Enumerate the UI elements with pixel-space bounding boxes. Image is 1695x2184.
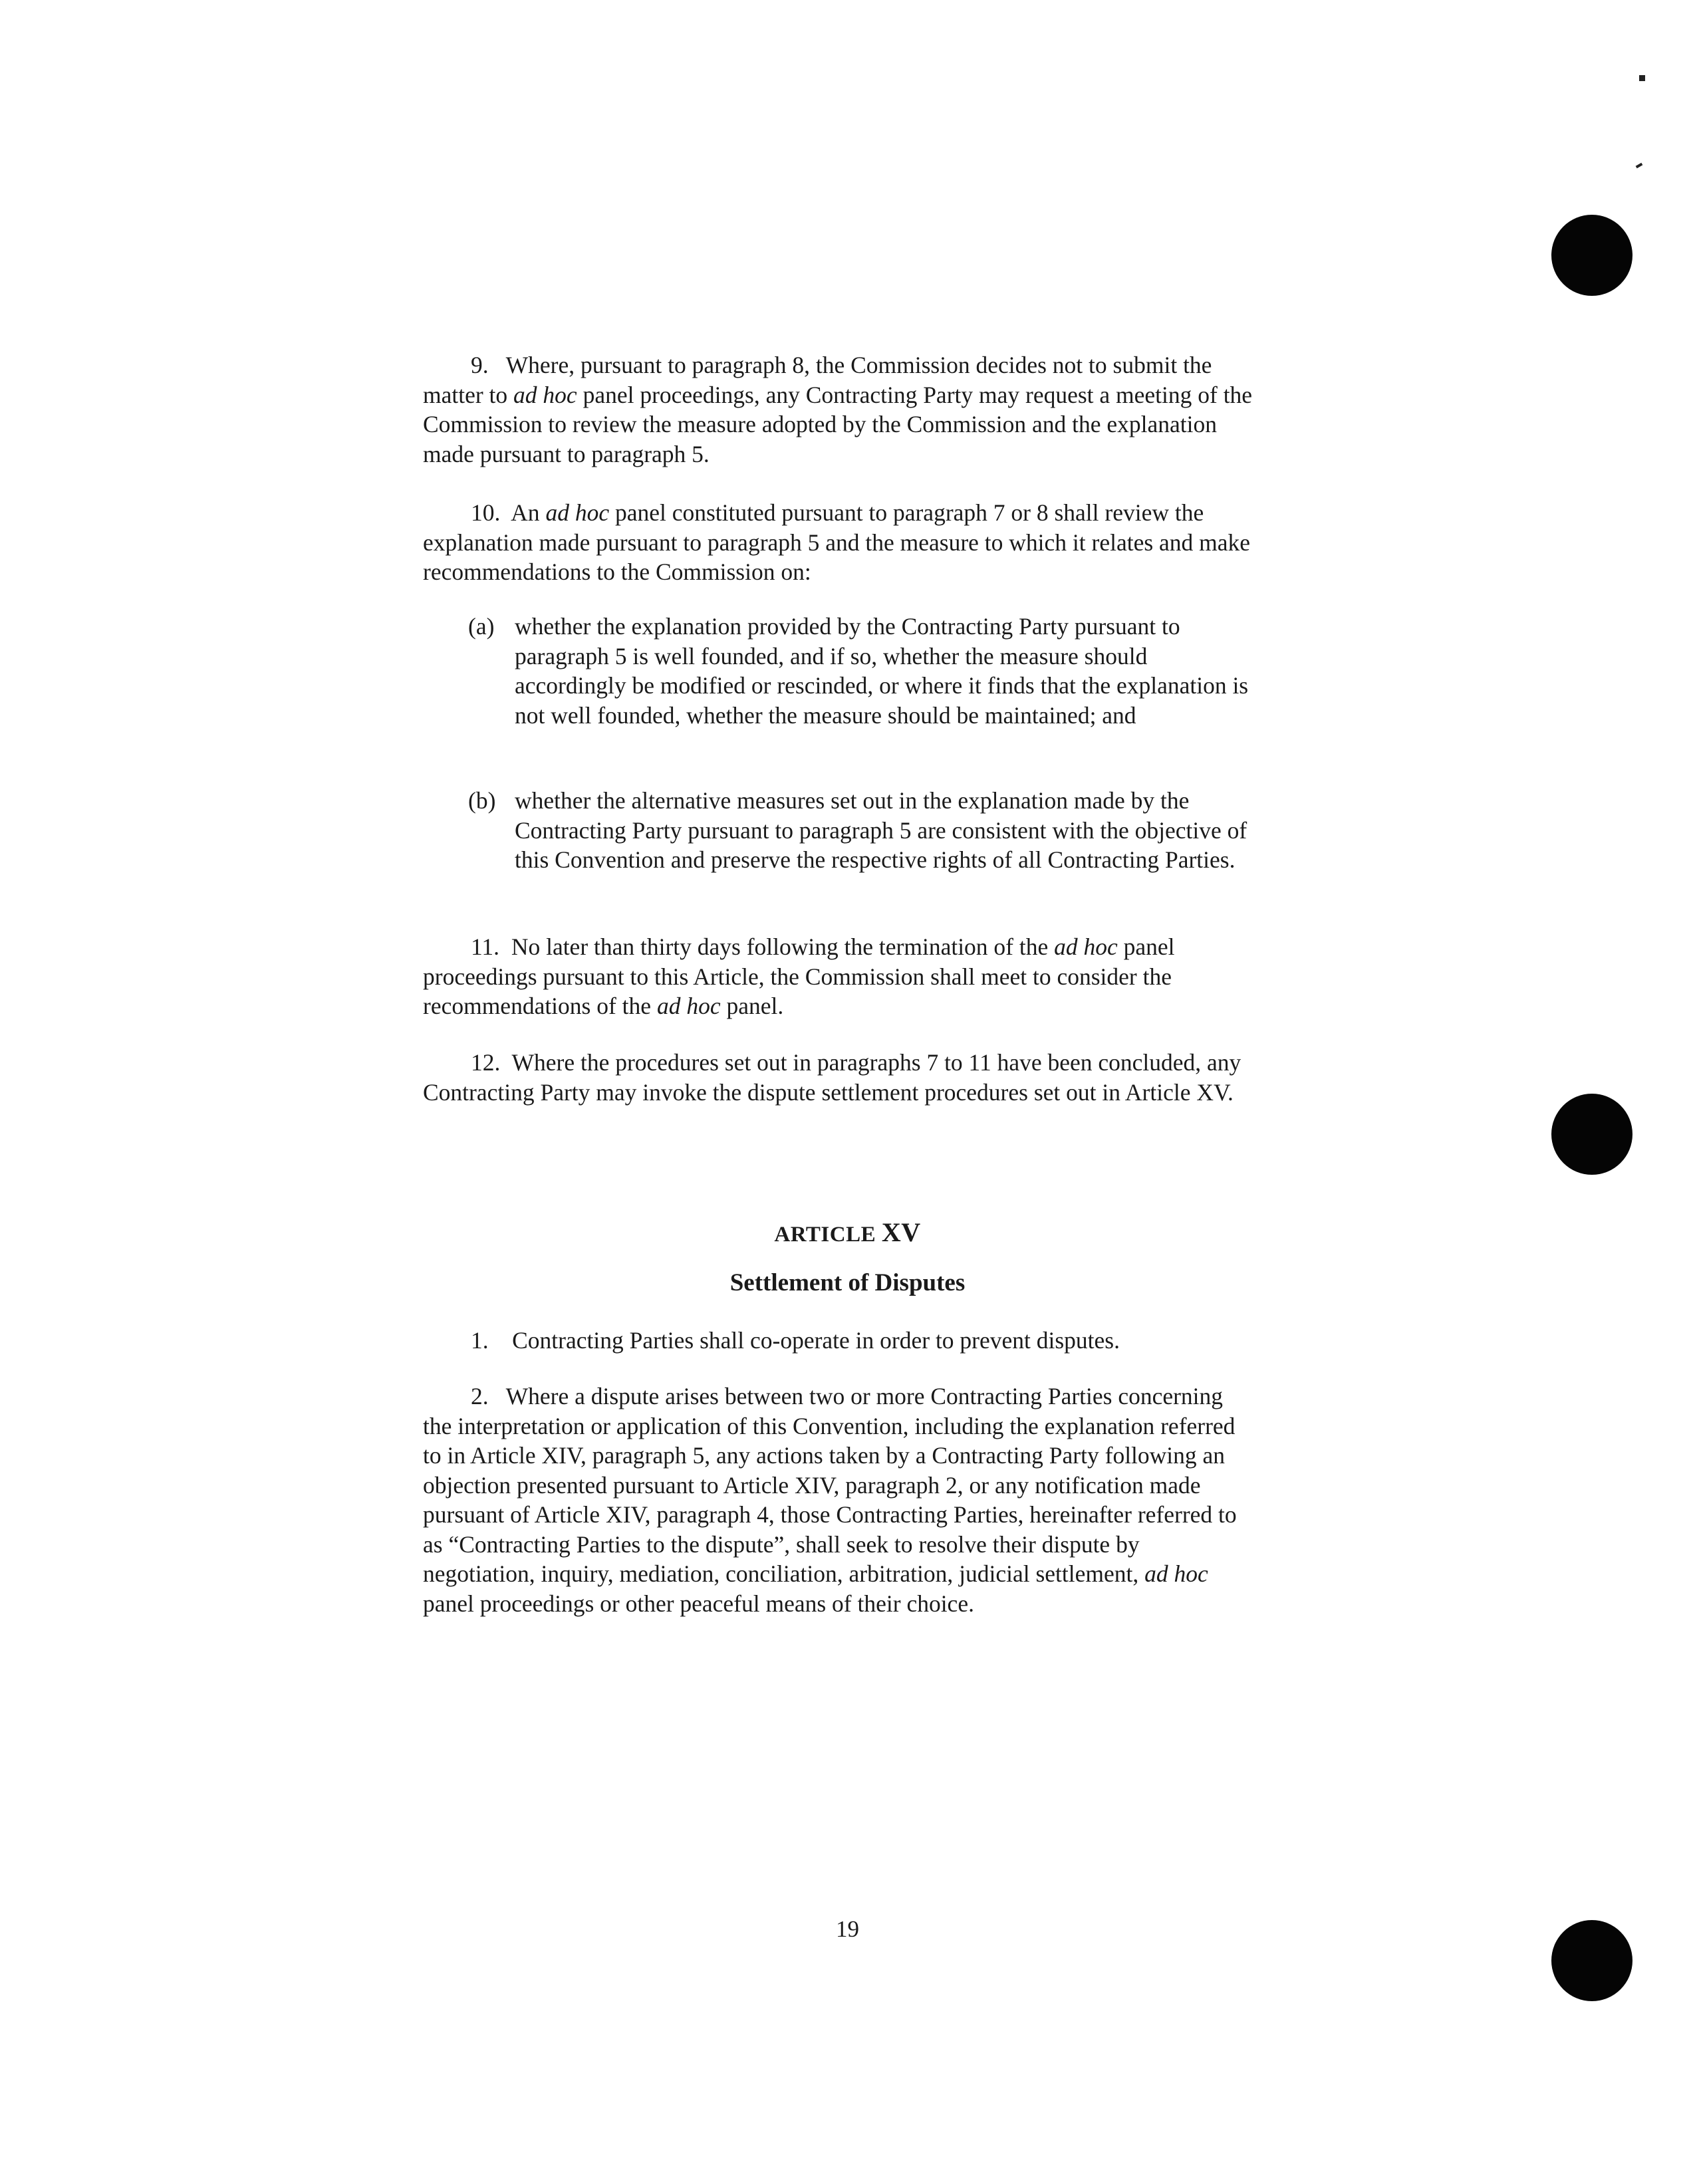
paragraph-text: panel proceedings pursuant to this Article, the Commission shall meet to consider the recommendations of the bbox=[423, 933, 1175, 1019]
paragraph-text: panel proceedings or other peaceful means of their choice. bbox=[423, 1590, 974, 1617]
italic-term: ad hoc bbox=[656, 993, 721, 1019]
paragraph-text: No later than thirty days following the termination of the bbox=[511, 933, 1055, 960]
page-number: 19 bbox=[836, 1916, 859, 1942]
paragraph-text: Contracting Parties shall co-operate in order to prevent disputes. bbox=[512, 1327, 1120, 1354]
punch-hole-top bbox=[1551, 215, 1632, 296]
item-label: (a) bbox=[468, 613, 495, 640]
paragraph-number: 11. bbox=[471, 933, 500, 960]
article-paragraph-2 bbox=[423, 1382, 1255, 1618]
punch-hole-middle bbox=[1551, 1094, 1632, 1175]
scan-speck bbox=[1639, 75, 1645, 81]
article-subtitle: Settlement of Disputes bbox=[729, 1269, 966, 1296]
list-item-a bbox=[468, 612, 1255, 730]
paragraph-text: Where, pursuant to paragraph 8, the Commission decides not to submit the matter to bbox=[423, 352, 1212, 408]
list-item-b bbox=[468, 786, 1255, 875]
paragraph-text: Where a dispute arises between two or more Contracting Parties concerning the interpretation or application of this Convention, including the explanation referred to in Article XIV, paragraph 5, any actions taken by a Contracting Party following an objection presented pursuant to Article XIV, paragraph 2, or any notification made pursuant of Article XIV, paragraph 4, those Contracting Parties, hereinafter referred to as “Contracting Parties to the dispute”, shall seek to resolve their dispute by negotiation, inquiry, mediation, conciliation, arbitration, judicial settlement, bbox=[423, 1383, 1237, 1587]
item-text: whether the alternative measures set out in the explanation made by the Contracting Party pursuant to paragraph 5 are consistent with the objective of this Convention and preserve the respective rights of all Contracting Parties. bbox=[515, 787, 1247, 873]
paragraph-10 bbox=[423, 498, 1255, 587]
scan-speck bbox=[1636, 163, 1643, 168]
paragraph-text: panel. bbox=[720, 993, 784, 1019]
paragraph-number: 12. bbox=[471, 1049, 501, 1076]
paragraph-text: panel proceedings, any Contracting Party may request a meeting of the Commission to review the measure adopted by the Commission and the explanation made pursuant to paragraph 5. bbox=[423, 381, 1253, 467]
item-text: whether the explanation provided by the Contracting Party pursuant to paragraph 5 is well founded, and if so, whether the measure should accordingly be modified or rescinded, or where it finds that the explanation is not well founded, whether the measure should be maintained; and bbox=[515, 613, 1249, 729]
paragraph-text: Where the procedures set out in paragraphs 7 to 11 have been concluded, any Contracting Party may invoke the dispute settlement procedures set out in Article XV. bbox=[423, 1049, 1241, 1106]
paragraph-9 bbox=[423, 350, 1255, 469]
paragraph-number: 2. bbox=[471, 1383, 489, 1409]
article-title-word: ARTICLE bbox=[774, 1223, 876, 1247]
article-paragraph-1 bbox=[423, 1326, 1255, 1356]
paragraph-number: 10. bbox=[471, 499, 501, 526]
article-title bbox=[0, 1217, 1695, 1248]
italic-term: ad hoc bbox=[545, 499, 610, 526]
paragraph-text: panel constituted pursuant to paragraph 7 or 8 shall review the explanation made pursuant to paragraph 5 and the measure to which it relates and make recommendations to the Commission on: bbox=[423, 499, 1251, 585]
paragraph-11 bbox=[423, 932, 1255, 1021]
paragraph-text: An bbox=[511, 499, 546, 526]
paragraph-12 bbox=[423, 1048, 1255, 1107]
paragraph-number: 9. bbox=[471, 352, 489, 378]
italic-term: ad hoc bbox=[513, 381, 577, 408]
italic-term: ad hoc bbox=[1054, 933, 1118, 960]
italic-term: ad hoc bbox=[1144, 1560, 1208, 1587]
paragraph-number: 1. bbox=[471, 1327, 489, 1354]
article-title-number: XV bbox=[881, 1217, 921, 1247]
item-label: (b) bbox=[468, 787, 496, 814]
